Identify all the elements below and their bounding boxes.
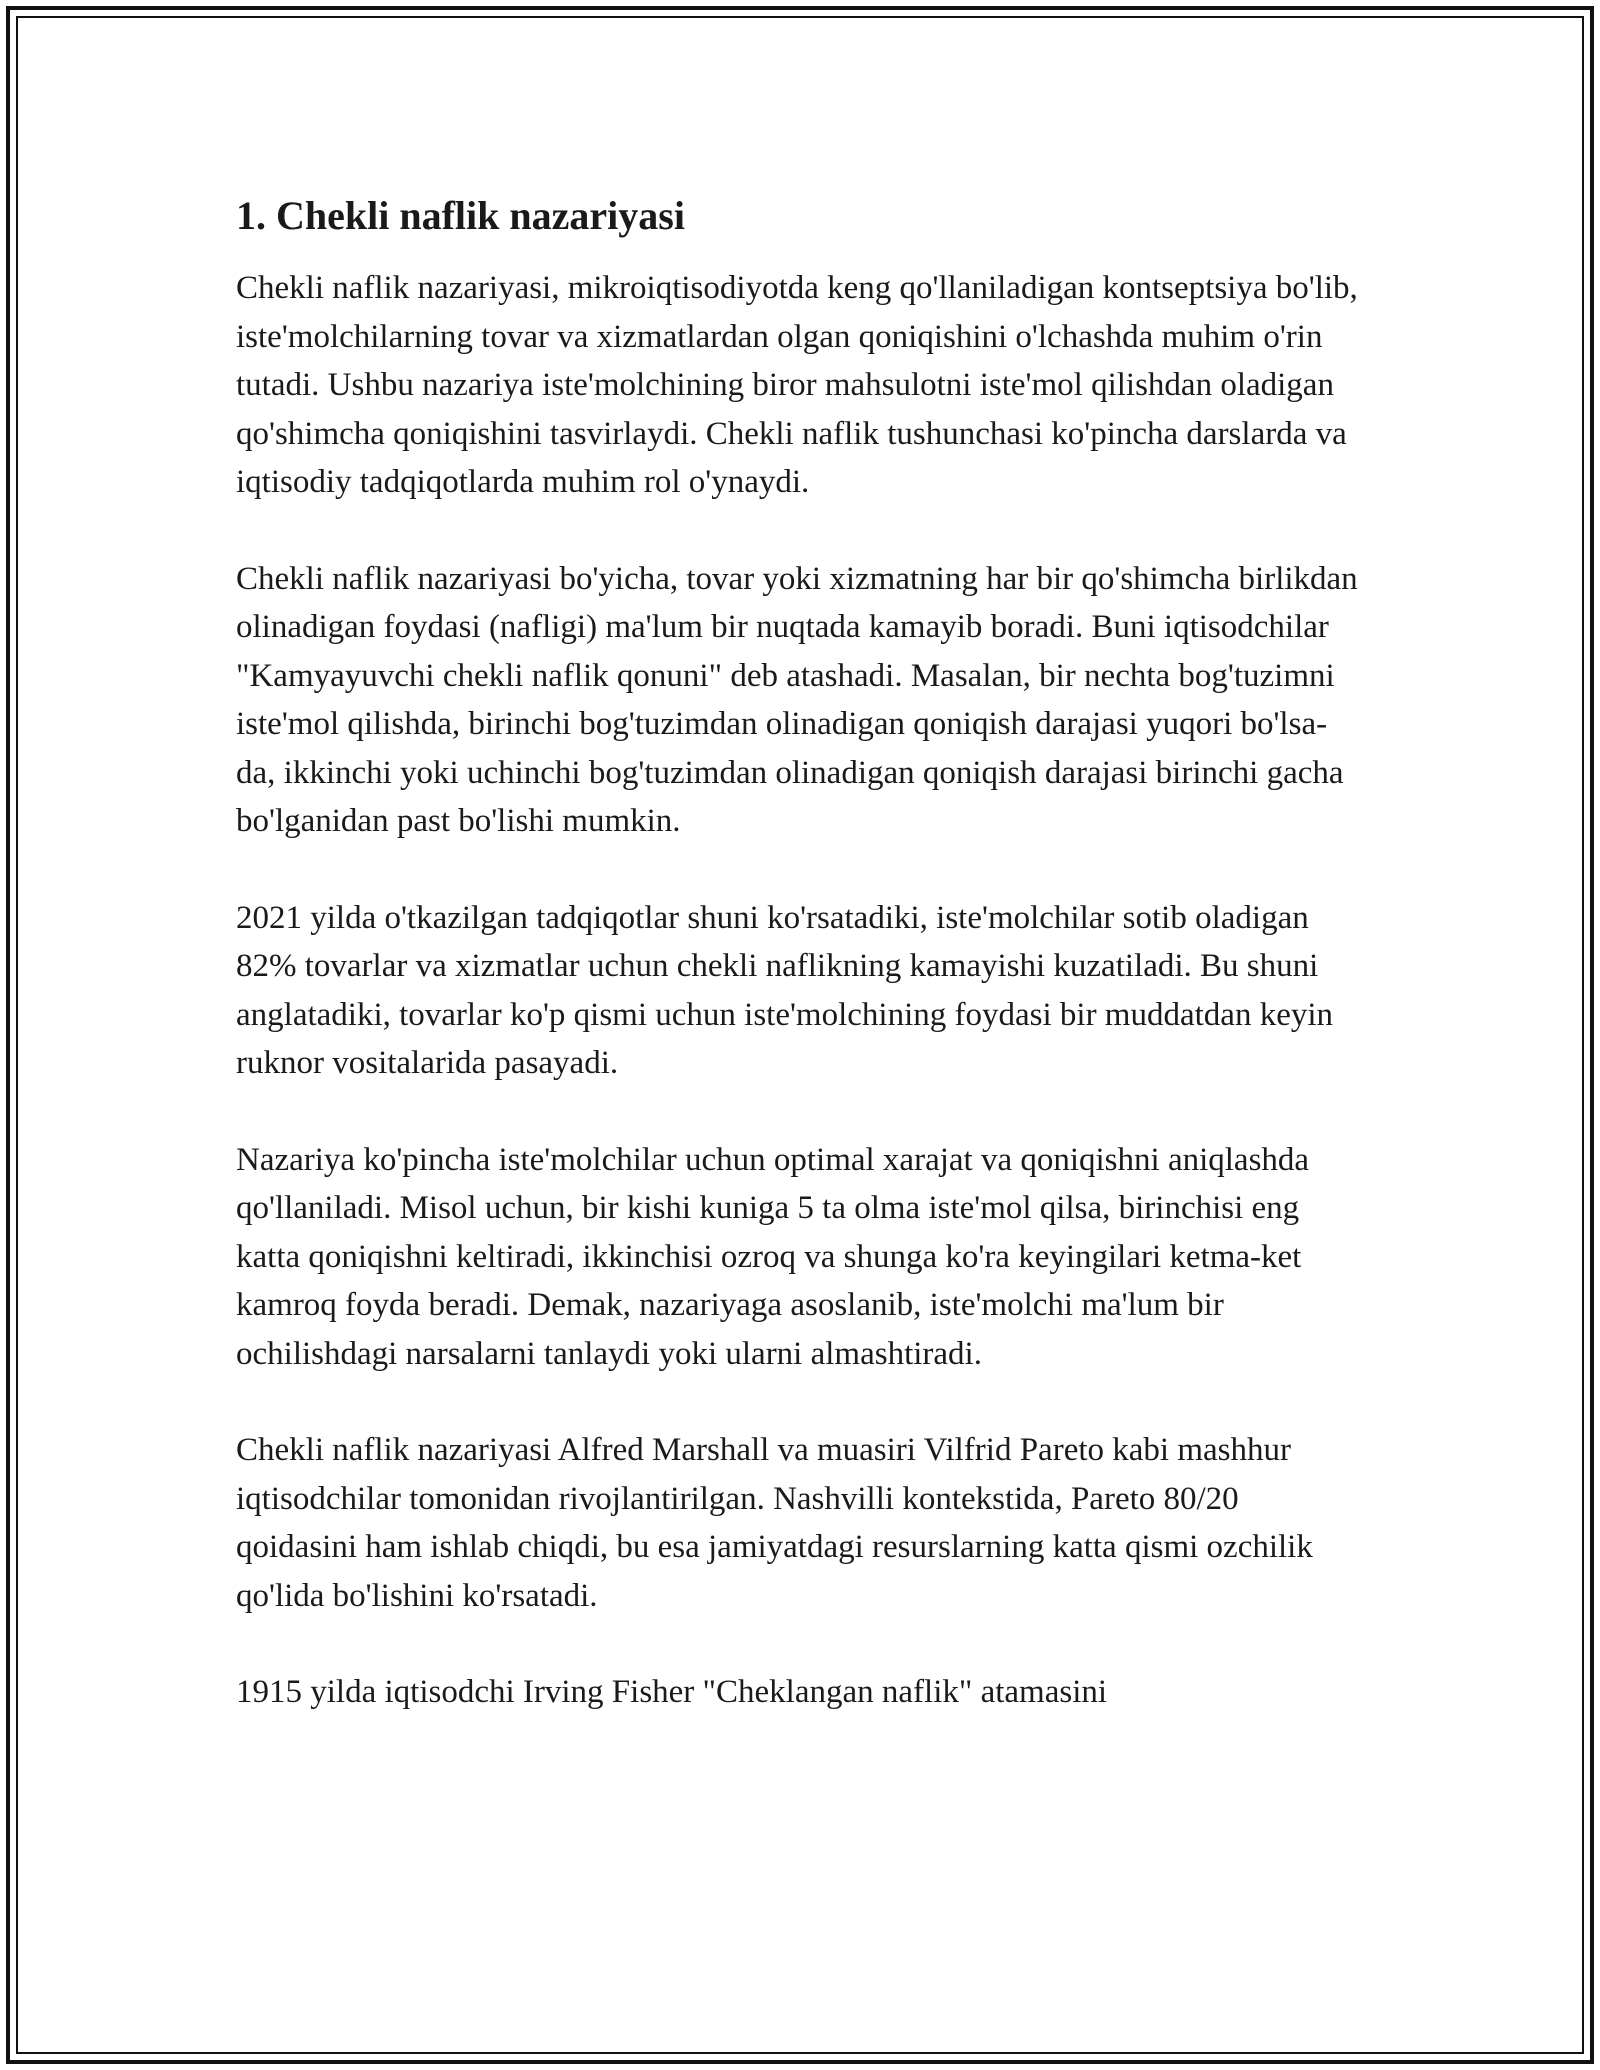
paragraph-5: Chekli naflik nazariyasi Alfred Marshall va muasiri Vilfrid Pareto kabi mashhur iqtisodchilar tomonidan rivojlantirilgan. Nashvilli kontekstida, Pareto 80/20 qoidasini ham ishlab chiqdi, bu esa jamiyatdagi resurslarning katta qismi ozchilik qo'lida bo'lishini ko'rsatadi. [236,1432,1313,1614]
paragraph-3: 2021 yilda o'tkazilgan tadqiqotlar shuni ko'rsatadiki, iste'molchilar sotib oladigan 82% tovarlar va xizmatlar uchun chekli naflikning kamayishi kuzatiladi. Bu shuni anglatadiki, tovarlar ko'p qismi uchun iste'molchining foydasi bir muddatdan keyin ruknor vositalarida pasayadi. [236,899,1334,1081]
paragraph-1: Chekli naflik nazariyasi, mikroiqtisodiyotda keng qo'llaniladigan kontseptsiya bo'lib, iste'molchilarning tovar va xizmatlardan olgan qoniqishini o'lchashda muhim o'rin tutadi. Ushbu nazariya iste'molchining biror mahsulotni iste'mol qilishdan oladigan qo'shimcha qoniqishini tasvirlaydi. Chekli naflik tushunchasi ko'pincha darslarda va iqtisodiy tadqiqotlarda muhim rol o'ynaydi. [236,270,1358,500]
document-body [236,190,1366,1717]
paragraph-6: 1915 yilda iqtisodchi Irving Fisher "Cheklangan naflik" atamasini [236,1674,1108,1710]
paragraph-2: Chekli naflik nazariyasi bo'yicha, tovar yoki xizmatning har bir qo'shimcha birlikdan olinadigan foydasi (nafligi) ma'lum bir nuqtada kamayib boradi. Buni iqtisodchilar "Kamyayuvchi chekli naflik qonuni" deb atashadi. Masalan, bir nechta bog'tuzimni iste'mol qilishda, birinchi bog'tuzimdan olinadigan qoniqish darajasi yuqori bo'lsa-da, ikkinchi yoki uchinchi bog'tuzimdan olinadigan qoniqish darajasi birinchi gacha bo'lganidan past bo'lishi mumkin. [236,560,1358,839]
paragraph-4: Nazariya ko'pincha iste'molchilar uchun optimal xarajat va qoniqishni aniqlashda qo'llaniladi. Misol uchun, bir kishi kuniga 5 ta olma iste'mol qilsa, birinchisi eng katta qoniqishni keltiradi, ikkinchisi ozroq va shunga ko'ra keyingilari ketma-ket kamroq foyda beradi. Demak, nazariyaga asoslanib, iste'molchi ma'lum bir ochilishdagi narsalarni tanlaydi yoki ularni almashtiradi. [236,1141,1310,1372]
section-title: 1. Chekli naflik nazariyasi [236,193,685,238]
